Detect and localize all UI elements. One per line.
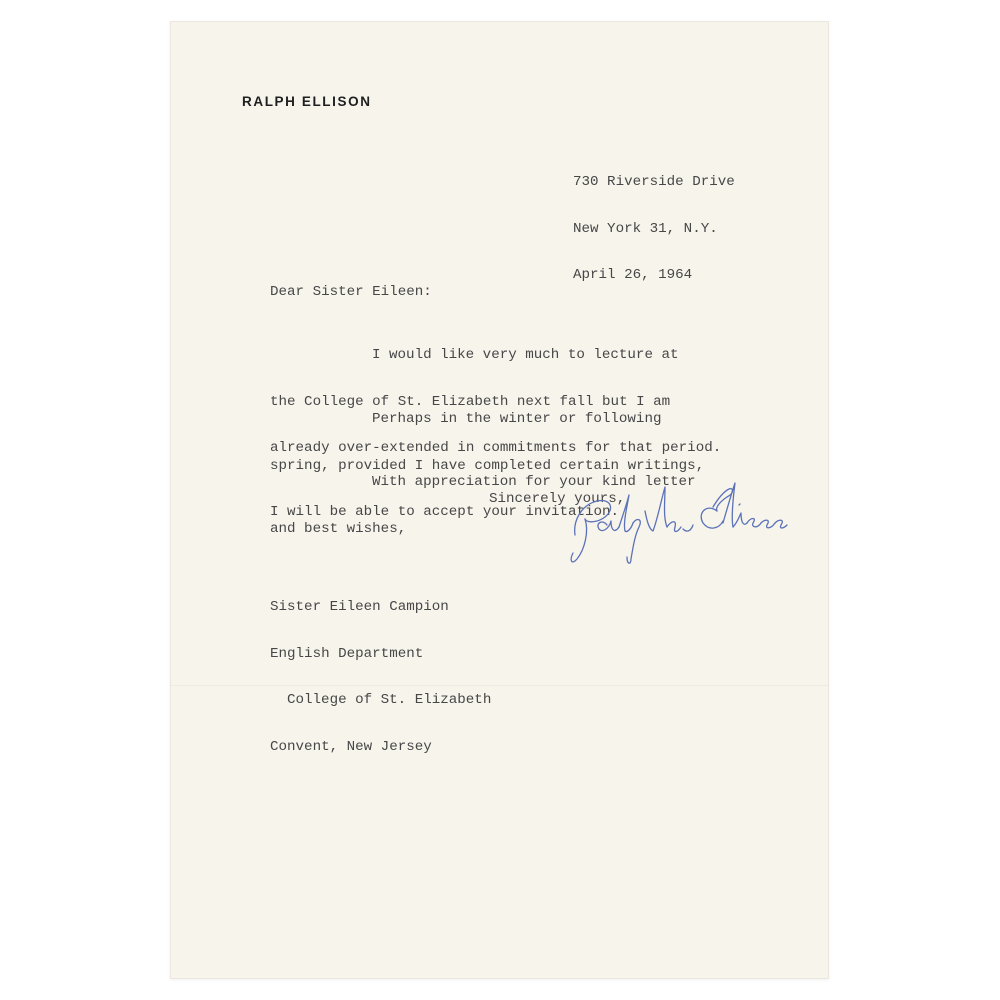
closing: Sincerely yours,	[489, 491, 626, 507]
paragraph-line: I will be able to accept your invitation.	[270, 504, 620, 520]
recipient-department: English Department	[270, 645, 424, 662]
paragraph-line: With appreciation for your kind letter	[372, 474, 696, 490]
address-city: New York 31, N.Y.	[573, 220, 718, 237]
paragraph-line: Perhaps in the winter or following	[372, 411, 662, 427]
sender-address-block	[573, 144, 735, 315]
paragraph-line: already over-extended in commitments for that period.	[270, 440, 722, 456]
paragraph-line: the College of St. Elizabeth next fall but I am	[270, 393, 671, 410]
paragraph-line: and best wishes,	[270, 520, 407, 537]
paragraph-line: spring, provided I have completed certain writings,	[270, 457, 705, 474]
letterhead: RALPH ELLISON	[242, 94, 372, 109]
letter-date: April 26, 1964	[573, 267, 693, 283]
recipient-address-block	[270, 569, 491, 786]
fold-line	[170, 685, 829, 686]
address-street: 730 Riverside Drive	[573, 174, 735, 190]
recipient-institution: College of St. Elizabeth	[287, 692, 492, 708]
handwritten-signature	[567, 461, 792, 581]
salutation: Dear Sister Eileen:	[270, 284, 432, 300]
letter-sheet	[170, 21, 829, 979]
paragraph-line: I would like very much to lecture at	[372, 347, 679, 363]
recipient-location: Convent, New Jersey	[270, 738, 432, 755]
recipient-name: Sister Eileen Campion	[270, 599, 449, 615]
